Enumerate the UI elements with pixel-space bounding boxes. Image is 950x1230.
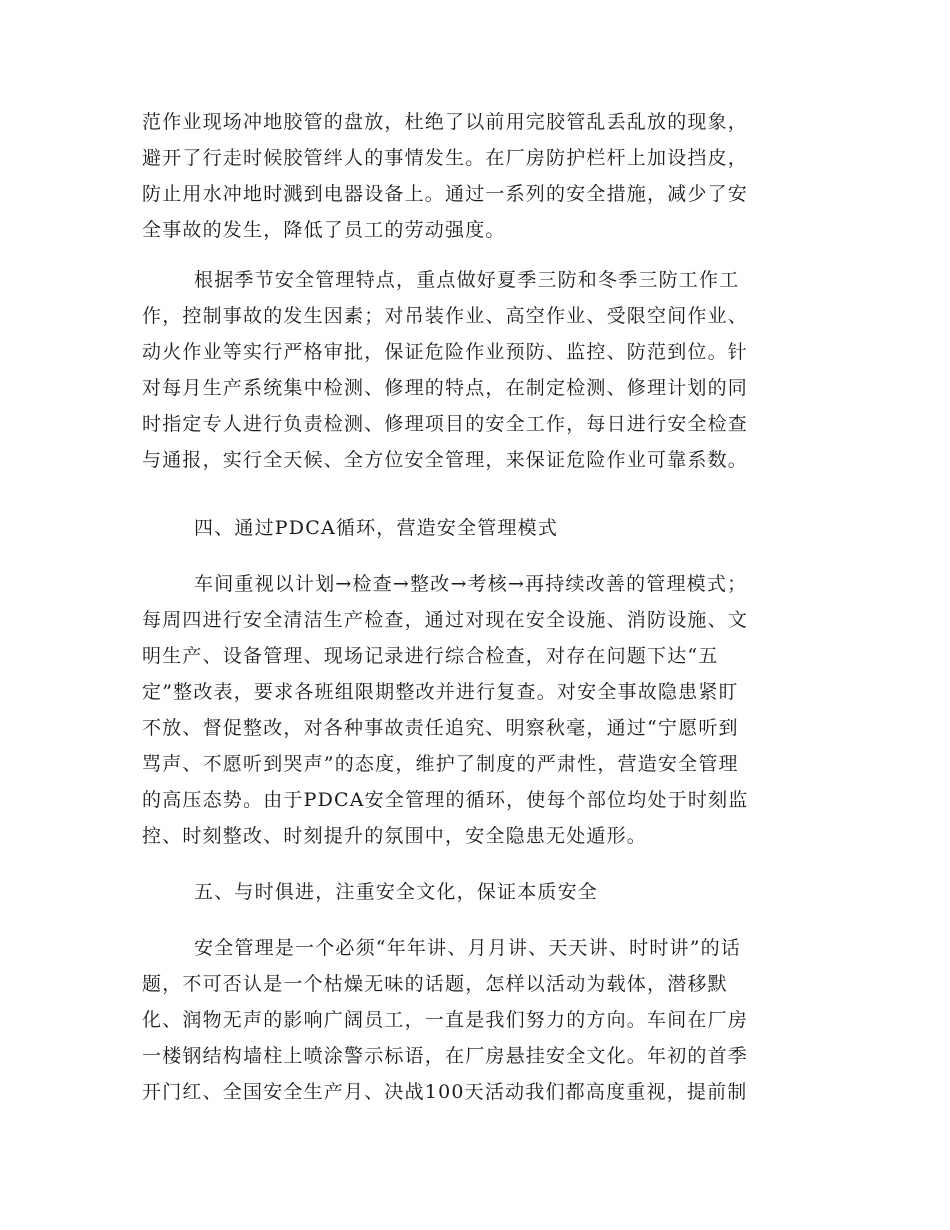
text-line: 全事故的发生，降低了员工的劳动强度。	[142, 219, 506, 241]
text-line: 动火作业等实行严格审批，保证危险作业预防、监控、防范到位。针	[142, 341, 749, 363]
paragraph-seasonal-management	[142, 262, 802, 478]
paragraph-safety-measures	[142, 104, 802, 248]
text-line: 定”整改表，要求各班组限期整改并进行复查。对安全事故隐患紧盯	[142, 681, 739, 703]
text-line: 避开了行走时候胶管绊人的事情发生。在厂房防护栏杆上加设挡皮，	[142, 147, 749, 169]
text-line: 时指定专人进行负责检测、修理项目的安全工作，每日进行安全检查	[142, 413, 749, 435]
text-line: 作，控制事故的发生因素；对吊装作业、高空作业、受限空间作业、	[142, 305, 749, 327]
text-line: 每周四进行安全清洁生产检查，通过对现在安全设施、消防设施、文	[142, 609, 749, 631]
text-line: 的高压态势。由于PDCA安全管理的循环，使每个部位均处于时刻监	[142, 789, 749, 811]
text-line: 化、润物无声的影响广阔员工，一直是我们努力的方向。车间在厂房	[142, 1009, 749, 1031]
text-line: 根据季节安全管理特点，重点做好夏季三防和冬季三防工作工	[194, 269, 740, 291]
text-line: 四、通过PDCA循环，营造安全管理模式	[194, 517, 559, 539]
text-line: 控、时刻整改、时刻提升的氛围中，安全隐患无处遁形。	[142, 825, 648, 847]
text-line: 一楼钢结构墙柱上喷涂警示标语，在厂房悬挂安全文化。年初的首季	[142, 1045, 749, 1067]
text-line: 题，不可否认是一个枯燥无味的话题，怎样以活动为载体，潜移默	[142, 973, 728, 995]
text-line: 骂声、不愿听到哭声”的态度，维护了制度的严肃性，营造安全管理	[142, 753, 739, 775]
text-line: 不放、督促整改，对各种事故责任追究、明察秋毫，通过“宁愿听到	[142, 717, 739, 739]
text-line: 车间重视以计划→检查→整改→考核→再持续改善的管理模式；	[194, 573, 748, 595]
text-line: 安全管理是一个必须“年年讲、月月讲、天天讲、时时讲”的话	[194, 937, 742, 959]
paragraph-safety-culture	[142, 930, 802, 1110]
paragraph-pdca-cycle	[142, 566, 802, 854]
section-heading-four	[142, 510, 802, 546]
text-line: 防止用水冲地时溅到电器设备上。通过一系列的安全措施，减少了安	[142, 183, 749, 205]
text-line: 开门红、全国安全生产月、决战100天活动我们都高度重视，提前制	[142, 1081, 748, 1103]
text-line: 明生产、设备管理、现场记录进行综合检查，对存在问题下达“五	[142, 645, 719, 667]
text-line: 五、与时俱进，注重安全文化，保证本质安全	[194, 881, 599, 903]
text-line: 与通报，实行全天候、全方位安全管理，来保证危险作业可靠系数。	[142, 449, 749, 471]
section-heading-five	[142, 874, 802, 910]
text-line: 对每月生产系统集中检测、修理的特点，在制定检测、修理计划的同	[142, 377, 749, 399]
text-line: 范作业现场冲地胶管的盘放，杜绝了以前用完胶管乱丢乱放的现象，	[142, 111, 749, 133]
